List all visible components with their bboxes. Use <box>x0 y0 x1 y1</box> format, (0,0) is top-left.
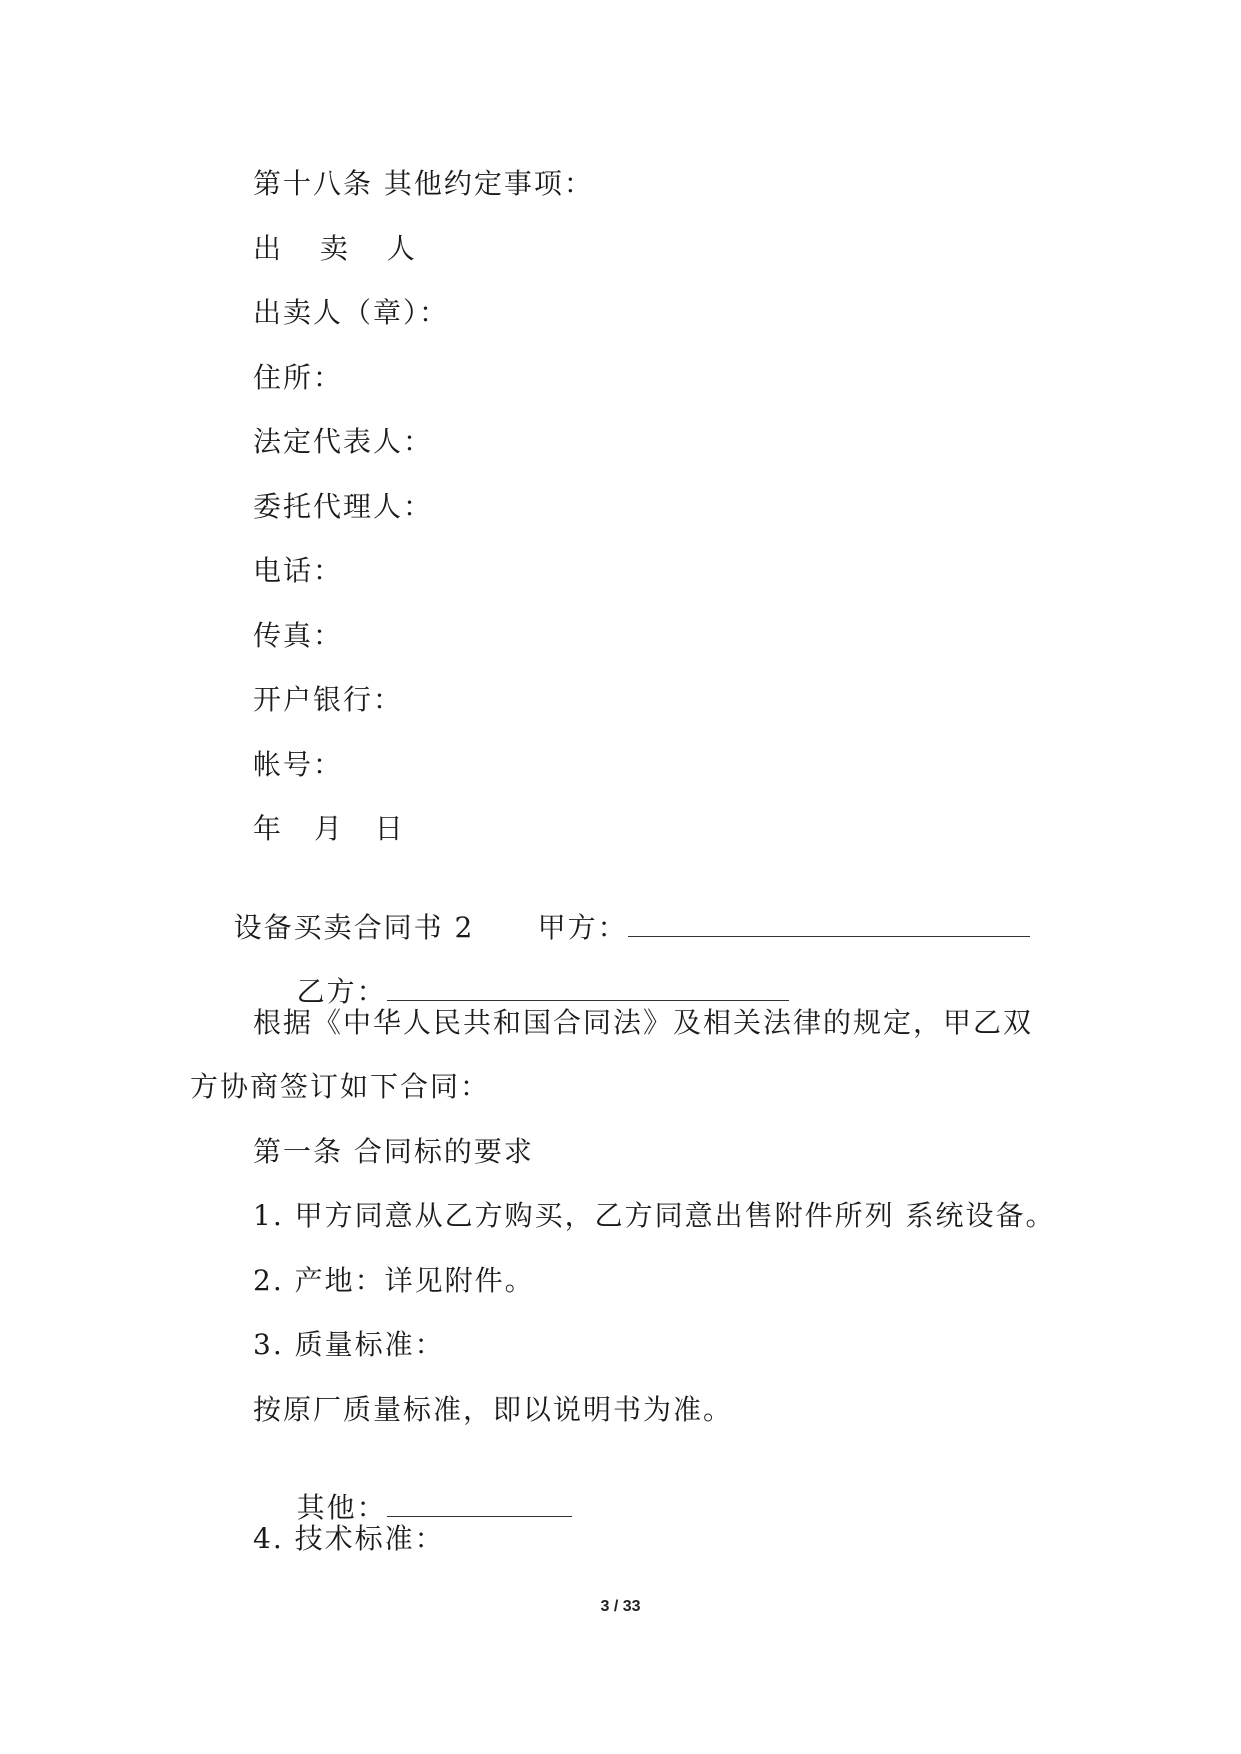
intro-line-2: 方协商签订如下合同： <box>190 1070 491 1103</box>
phone-label: 电话： <box>253 554 344 587</box>
party-b-blank <box>387 976 789 1001</box>
seller-seal-label: 出卖人（章）： <box>253 296 450 329</box>
article-1-heading: 第一条 合同标的要求 <box>253 1135 534 1168</box>
authorized-agent-label: 委托代理人： <box>253 490 434 523</box>
party-a-blank <box>628 912 1030 937</box>
other-blank <box>387 1492 572 1517</box>
party-b-label: 乙方： <box>296 975 387 1008</box>
page-number: 3 / 33 <box>600 1598 641 1615</box>
article-18-heading: 第十八条 其他约定事项： <box>253 167 594 200</box>
other-label: 其他： <box>296 1491 387 1524</box>
party-a-label: 甲方： <box>537 911 628 944</box>
item-3-detail: 按原厂质量标准，即以说明书为准。 <box>253 1393 734 1426</box>
seller-heading: 出 卖 人 <box>253 232 430 265</box>
item-1: 1. 甲方同意从乙方购买，乙方同意出售附件所列 系统设备。 <box>253 1199 1056 1232</box>
item-3: 3. 质量标准： <box>253 1328 445 1361</box>
address-label: 住所： <box>253 361 344 394</box>
account-number-label: 帐号： <box>253 748 344 781</box>
date-line: 年 月 日 <box>253 812 415 845</box>
intro-line-1: 根据《中华人民共和国合同法》及相关法律的规定，甲乙双 <box>253 1006 1034 1039</box>
fax-label: 传真： <box>253 619 344 652</box>
bank-label: 开户银行： <box>253 683 404 716</box>
legal-representative-label: 法定代表人： <box>253 425 434 458</box>
item-2: 2. 产地：详见附件。 <box>253 1264 535 1297</box>
item-4: 4. 技术标准： <box>253 1522 445 1555</box>
contract-2-title: 设备买卖合同书 2 <box>233 911 475 944</box>
